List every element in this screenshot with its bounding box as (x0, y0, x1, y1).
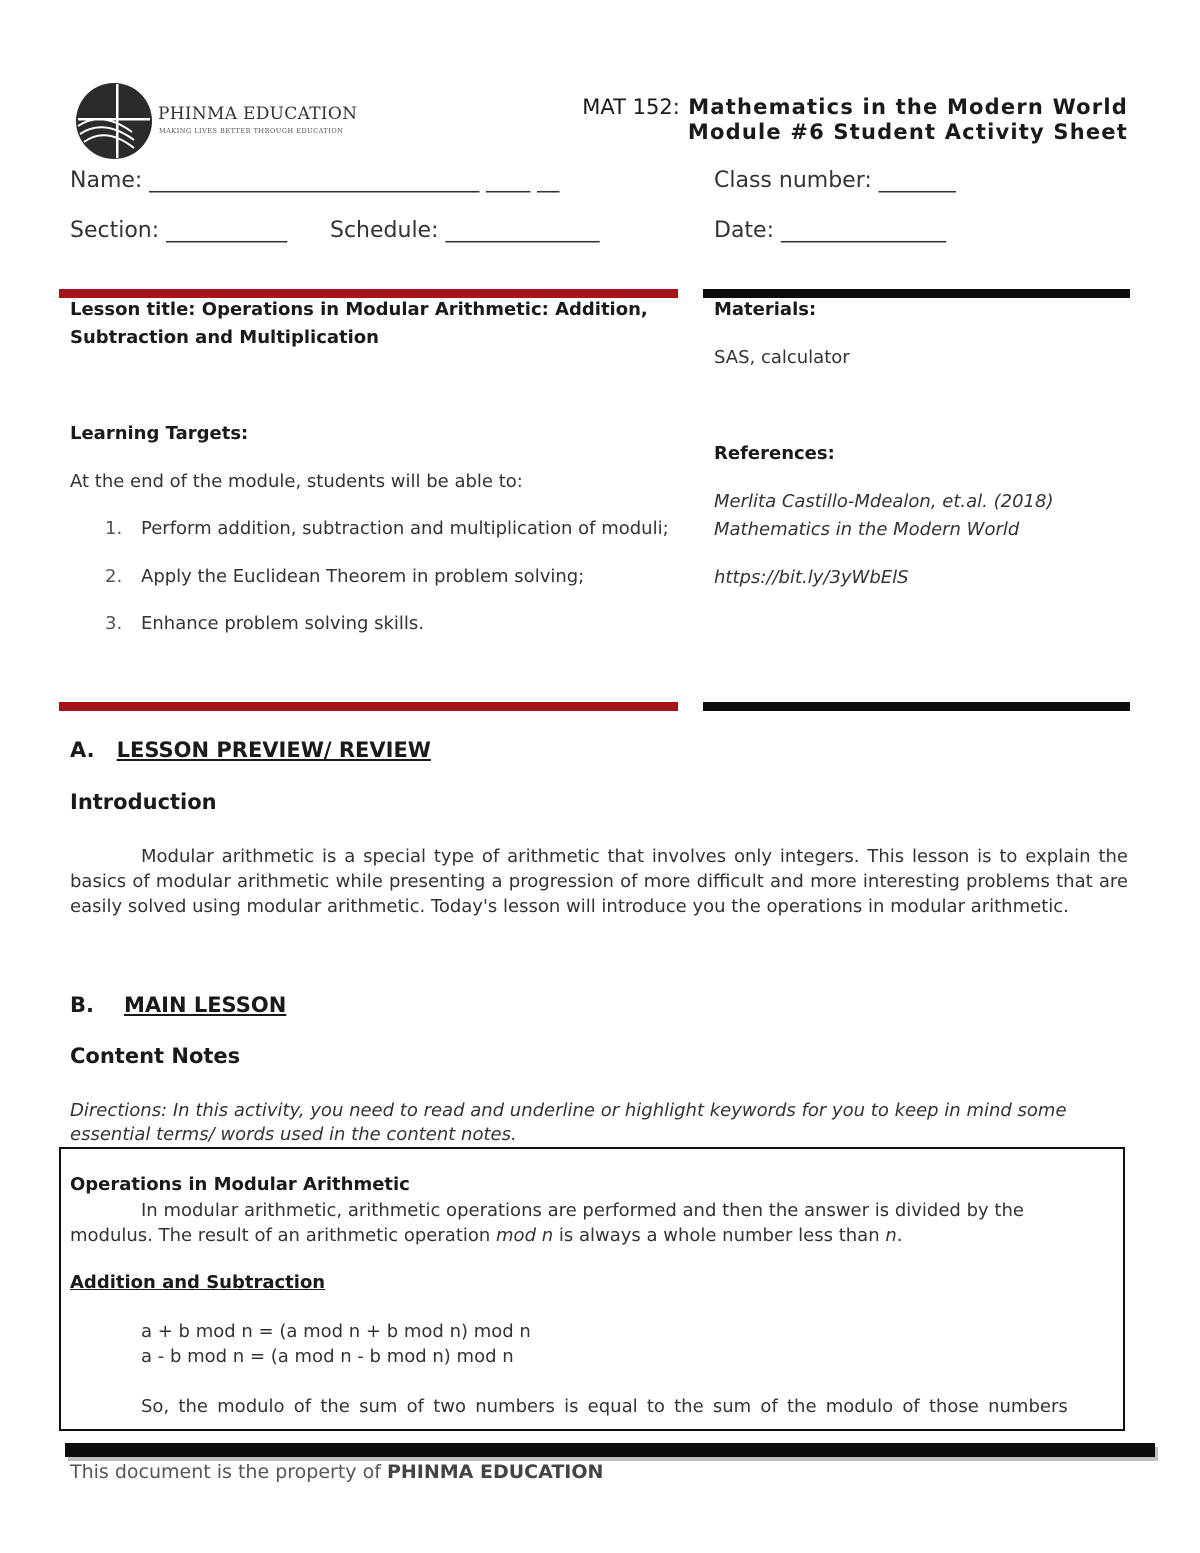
target-number: 3. (105, 613, 123, 634)
learning-targets-heading: Learning Targets: (70, 423, 249, 444)
target-number: 2. (105, 566, 123, 587)
name-field[interactable]: Name: ______________________________ ____ __ (70, 168, 560, 193)
n-term: n (885, 1225, 897, 1246)
section-field[interactable]: Section: ___________ (70, 218, 288, 243)
content-notes-heading: Content Notes (70, 1044, 241, 1068)
footer-bar (65, 1443, 1155, 1457)
phinma-logo-icon (72, 80, 156, 162)
box-paragraph-text-2: is always a whole number less than (553, 1225, 886, 1246)
target-number: 1. (105, 518, 123, 539)
date-field[interactable]: Date: _______________ (714, 218, 946, 243)
learning-target-1 (105, 518, 669, 539)
introduction-heading: Introduction (70, 790, 217, 814)
section-a-title: LESSON PREVIEW/ REVIEW (116, 738, 431, 762)
formula-subtraction: a - b mod n = (a mod n - b mod n) mod n (141, 1346, 514, 1367)
target-text: Perform addition, subtraction and multiplication of moduli; (141, 518, 669, 539)
section-b-heading (70, 993, 286, 1017)
course-code: MAT 152: (582, 95, 680, 119)
section-a-heading (70, 738, 431, 762)
reference-line2: Mathematics in the Modern World (714, 519, 1020, 540)
references-heading: References: (714, 443, 835, 464)
reference-url-link[interactable]: https://bit.ly/3yWbElS (714, 567, 909, 588)
learning-target-2 (105, 566, 584, 587)
course-title (582, 95, 1128, 119)
class-number-field[interactable]: Class number: _______ (714, 168, 956, 193)
mod-n-term: mod n (496, 1225, 554, 1246)
box-last-line: So, the modulo of the sum of two numbers is equal to the sum of the modulo of those numbers (141, 1396, 1068, 1417)
learning-targets-intro: At the end of the module, students will be able to: (70, 471, 523, 492)
learning-target-3 (105, 613, 424, 634)
footer-text (70, 1461, 603, 1483)
red-divider-bottom (59, 702, 678, 711)
materials-heading: Materials: (714, 299, 817, 320)
section-b-letter: B. (70, 993, 94, 1017)
schedule-field[interactable]: Schedule: ______________ (330, 218, 600, 243)
black-divider-bottom (703, 702, 1130, 711)
footer-brand: PHINMA EDUCATION (386, 1461, 604, 1483)
lesson-title-line2: Subtraction and Multiplication (70, 327, 379, 348)
black-divider-top (703, 289, 1130, 298)
materials-text: SAS, calculator (714, 347, 850, 368)
formula-addition: a + b mod n = (a mod n + b mod n) mod n (141, 1321, 531, 1342)
lesson-title-line1: Lesson title: Operations in Modular Arithmetic: Addition, (70, 299, 648, 320)
footer-property-text: This document is the property of (70, 1461, 387, 1483)
target-text: Enhance problem solving skills. (141, 613, 425, 634)
section-b-title: MAIN LESSON (123, 993, 287, 1017)
reference-line1: Merlita Castillo-Mdealon, et.al. (2018) (714, 491, 1054, 512)
red-divider-top (59, 289, 678, 298)
box-paragraph (70, 1198, 1070, 1248)
logo-tagline: MAKING LIVES BETTER THROUGH EDUCATION (159, 127, 344, 135)
section-a-letter: A. (70, 738, 95, 762)
addition-subtraction-heading: Addition and Subtraction (70, 1272, 326, 1293)
target-text: Apply the Euclidean Theorem in problem solving; (141, 566, 585, 587)
phinma-logo (72, 80, 358, 162)
box-paragraph-text: In modular arithmetic, arithmetic operations are performed and then the answer is divided by the modulus. The result of an arithmetic operation (70, 1200, 1024, 1246)
directions-text: Directions: In this activity, you need to read and underline or highlight keywords for you to keep in mind some essential terms/ words used in the content notes. (70, 1100, 1067, 1145)
box-heading: Operations in Modular Arithmetic (70, 1174, 410, 1195)
module-title: Module #6 Student Activity Sheet (687, 120, 1128, 144)
logo-name: PHINMA EDUCATION (158, 104, 358, 124)
introduction-text: Modular arithmetic is a special type of arithmetic that involves only integers. This lesson is to explain the basics of modular arithmetic while presenting a progression of more difficult and more interesting problems that are easily solved using modular arithmetic. Today's lesson will introduce you the operations in modular arithmetic. (70, 846, 1128, 917)
course-name: Mathematics in the Modern World (688, 95, 1128, 119)
box-paragraph-end: . (896, 1225, 903, 1246)
